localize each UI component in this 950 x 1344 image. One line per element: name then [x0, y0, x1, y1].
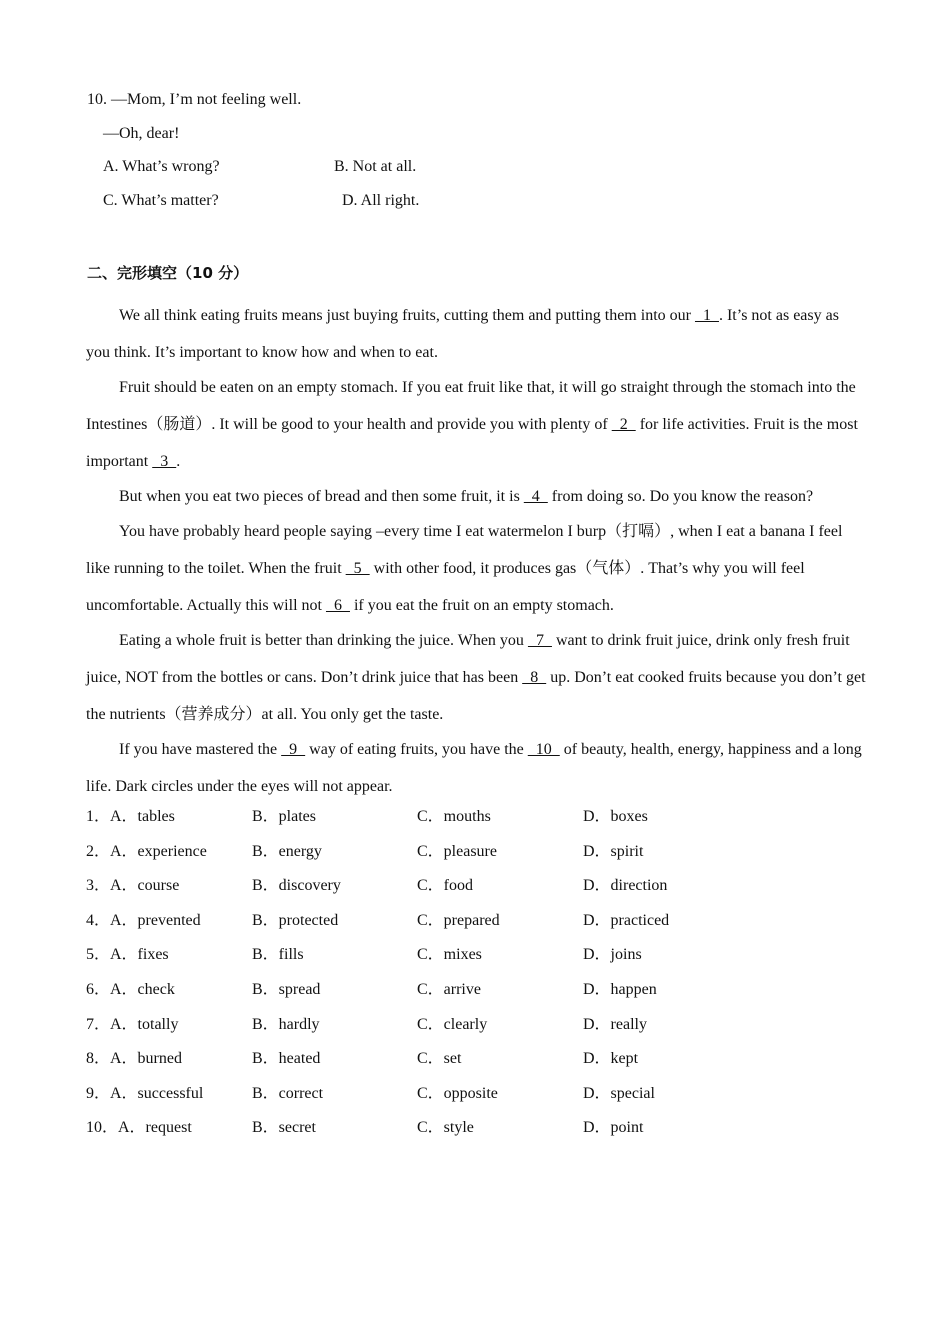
- blank-5[interactable]: 5: [345, 560, 370, 577]
- question-10-option-a[interactable]: A. What’s wrong?: [103, 158, 220, 175]
- option-1-c[interactable]: C．mouths: [417, 808, 491, 825]
- options-row-6: [86, 976, 786, 1011]
- question-10-options-row-1: [87, 158, 417, 192]
- options-row-5: [86, 941, 786, 976]
- cloze-options: [86, 803, 786, 1149]
- option-9-d[interactable]: D．special: [583, 1084, 655, 1102]
- options-row-10: [86, 1114, 786, 1149]
- option-9-a[interactable]: 9．A．successful: [86, 1084, 204, 1102]
- question-10-option-c[interactable]: C. What’s matter?: [103, 192, 219, 209]
- options-row-3: [86, 872, 786, 907]
- options-row-1: [86, 803, 786, 838]
- option-6-d[interactable]: D．happen: [583, 980, 657, 998]
- blank-4[interactable]: 4: [523, 488, 548, 505]
- option-4-b[interactable]: B．protected: [252, 911, 339, 929]
- section-heading: 二、完形填空（10 分）: [87, 264, 249, 282]
- option-6-c[interactable]: C．arrive: [417, 980, 481, 998]
- option-8-c[interactable]: C．set: [417, 1050, 462, 1068]
- option-10-d[interactable]: D．point: [583, 1119, 644, 1137]
- option-8-d[interactable]: D．kept: [583, 1050, 639, 1068]
- option-4-c[interactable]: C．prepared: [417, 911, 500, 929]
- blank-7[interactable]: 7: [527, 632, 552, 649]
- option-2-a[interactable]: 2．A．experience: [86, 842, 207, 860]
- blank-8[interactable]: 8: [522, 669, 547, 686]
- option-7-c[interactable]: C．clearly: [417, 1015, 488, 1033]
- blank-10[interactable]: 10: [527, 741, 560, 758]
- option-5-d[interactable]: D．joins: [583, 946, 642, 964]
- question-10-option-d[interactable]: D. All right.: [342, 192, 420, 209]
- question-10-option-b[interactable]: B. Not at all.: [334, 158, 417, 175]
- option-10-b[interactable]: B．secret: [252, 1119, 316, 1137]
- option-4-a[interactable]: 4．A．prevented: [86, 911, 201, 929]
- passage-paragraph-4: You have probably heard people saying –every time I eat watermelon I burp（打嗝）, when I eat a banana I feel like running to the toilet. When the fruit 5 with other food, it produces gas（气体）. That’s why you will feel uncomfortable. Actually this will not 6 if you eat the fruit on an empty stomach.: [86, 523, 843, 614]
- question-10-reply: —Oh, dear!: [103, 125, 180, 142]
- blank-6[interactable]: 6: [325, 597, 350, 614]
- option-7-b[interactable]: B．hardly: [252, 1015, 320, 1033]
- option-3-a[interactable]: 3．A．course: [86, 877, 180, 895]
- blank-3[interactable]: 3: [152, 453, 177, 470]
- option-9-c[interactable]: C．opposite: [417, 1084, 498, 1102]
- passage-paragraph-3: But when you eat two pieces of bread and then some fruit, it is 4 from doing so. Do you know the reason?: [119, 488, 814, 505]
- option-2-d[interactable]: D．spirit: [583, 842, 644, 860]
- option-4-d[interactable]: D．practiced: [583, 911, 670, 929]
- option-8-b[interactable]: B．heated: [252, 1050, 321, 1068]
- option-1-a[interactable]: 1．A．tables: [86, 808, 175, 825]
- option-6-a[interactable]: 6．A．check: [86, 980, 175, 998]
- options-row-8: [86, 1045, 786, 1080]
- option-2-c[interactable]: C．pleasure: [417, 842, 497, 860]
- option-9-b[interactable]: B．correct: [252, 1084, 324, 1102]
- option-7-a[interactable]: 7．A．totally: [86, 1015, 179, 1033]
- option-5-c[interactable]: C．mixes: [417, 946, 482, 964]
- option-7-d[interactable]: D．really: [583, 1015, 647, 1033]
- option-3-d[interactable]: D．direction: [583, 877, 668, 895]
- passage-paragraph-6: If you have mastered the 9 way of eating fruits, you have the 10 of beauty, health, energy, happiness and a long life. Dark circles under the eyes will not appear.: [86, 741, 862, 795]
- option-3-c[interactable]: C．food: [417, 877, 474, 895]
- option-1-b[interactable]: B．plates: [252, 808, 316, 825]
- option-5-b[interactable]: B．fills: [252, 946, 304, 964]
- question-10-options-row-2: [87, 192, 420, 226]
- blank-1[interactable]: 1: [694, 307, 719, 324]
- option-1-d[interactable]: D．boxes: [583, 808, 648, 825]
- option-5-a[interactable]: 5．A．fixes: [86, 946, 169, 964]
- option-10-c[interactable]: C．style: [417, 1119, 474, 1137]
- blank-9[interactable]: 9: [281, 741, 306, 758]
- option-10-a[interactable]: 10．A．request: [86, 1119, 192, 1137]
- options-row-9: [86, 1080, 786, 1115]
- option-2-b[interactable]: B．energy: [252, 842, 322, 860]
- blank-2[interactable]: 2: [611, 416, 636, 433]
- question-10: [87, 90, 420, 226]
- passage-paragraph-5: Eating a whole fruit is better than drinking the juice. When you 7 want to drink fruit juice, drink only fresh fruit juice, NOT from the bottles or cans. Don’t drink juice that has been 8 up. Don’t eat cooked fruits because you don’t get the nutrients（营养成分）at all. You only get the taste.: [86, 632, 866, 723]
- option-8-a[interactable]: 8．A．burned: [86, 1050, 182, 1068]
- cloze-passage: [86, 297, 866, 805]
- passage-paragraph-2: Fruit should be eaten on an empty stomach. If you eat fruit like that, it will go straight through the stomach into the Intestines（肠道）. It will be good to your health and provide you with plenty of 2 for life activities. Fruit is the most important 3 .: [86, 379, 858, 470]
- question-10-stem: 10. —Mom, I’m not feeling well.: [87, 91, 302, 108]
- passage-paragraph-1: We all think eating fruits means just buying fruits, cutting them and putting them into our 1 . It’s not as easy as you think. It’s important to know how and when to eat.: [86, 307, 839, 361]
- options-row-2: [86, 838, 786, 873]
- option-3-b[interactable]: B．discovery: [252, 877, 341, 895]
- options-row-7: [86, 1011, 786, 1046]
- option-6-b[interactable]: B．spread: [252, 980, 321, 998]
- options-row-4: [86, 907, 786, 942]
